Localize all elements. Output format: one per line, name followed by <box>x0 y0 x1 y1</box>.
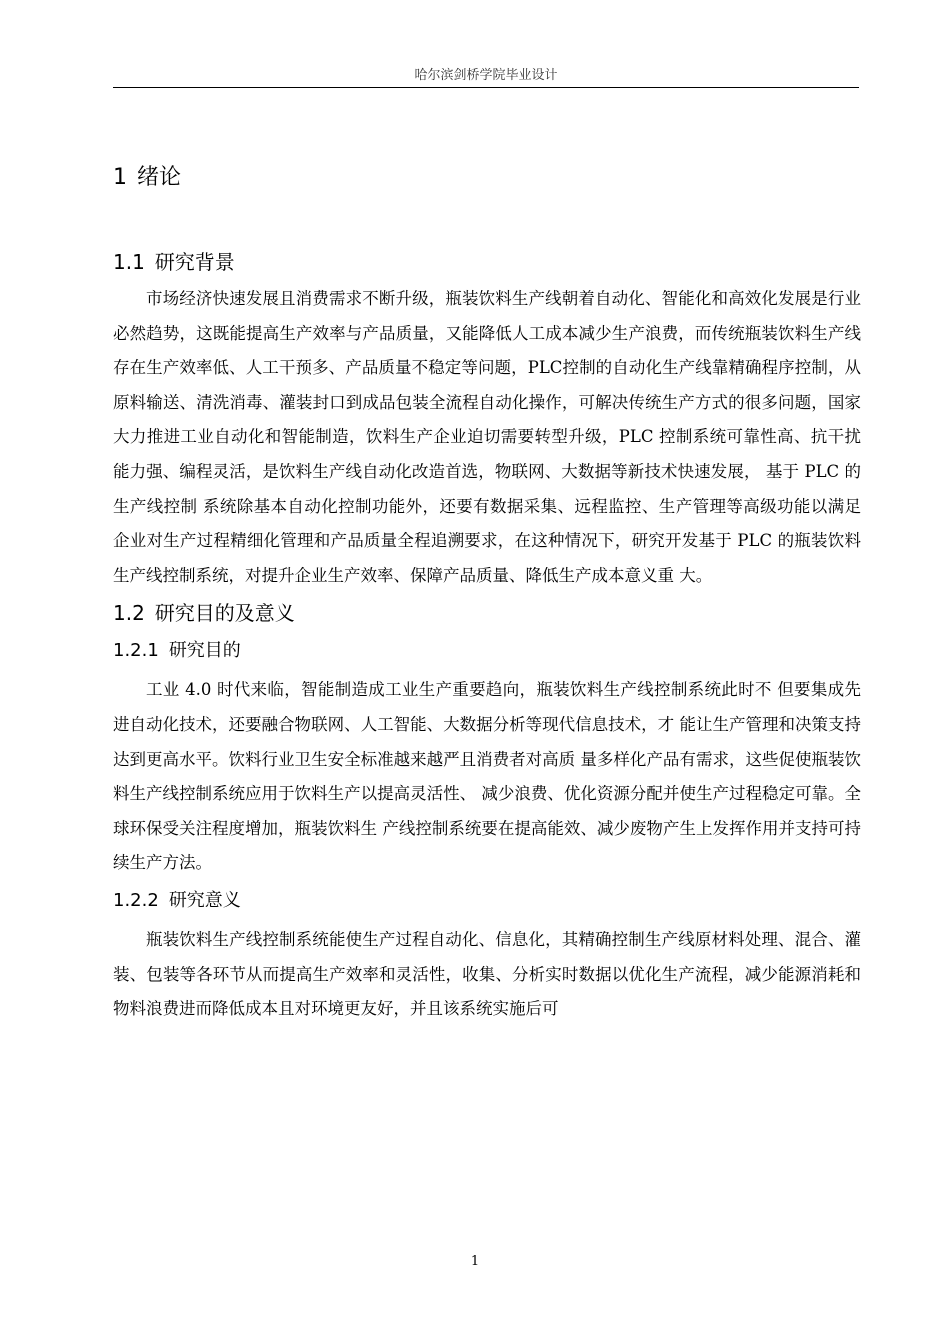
page-content <box>113 158 861 1027</box>
subsection-number: 1.2.1 <box>113 640 159 662</box>
subsection-title: 研究意义 <box>168 889 241 911</box>
page-number: 1 <box>470 1254 480 1269</box>
section-number: 1.2 <box>113 601 145 626</box>
subsection-heading-1-2-1 <box>113 633 861 669</box>
chapter-number: 1 <box>113 165 127 190</box>
subsection-title: 研究目的 <box>168 640 241 662</box>
paragraph-research-purpose: 工业 4.0 时代来临，智能制造成工业生产重要趋向，瓶装饮料生产线控制系统此时不 但要集成先进自动化技术，还要融合物联网、人工智能、大数据分析等现代信息技术，才 能让生产管理和决策支持达到更高水平。饮料行业卫生安全标准越来越严且消费者对高质 量多样化产品有需求，这些促使瓶装饮料生产线控制系统应用于饮料生产以提高灵活性、 减少浪费、优化资源分配并使生产过程稳定可靠。全球环保受关注程度增加，瓶装饮料生 产线控制系统要在提高能效、减少废物产生上发挥作用并支持可持续生产方法。 <box>113 680 861 873</box>
section-heading-1-2 <box>113 593 861 633</box>
section-heading-1-1 <box>113 242 861 282</box>
paragraph-research-significance: 瓶装饮料生产线控制系统能使生产过程自动化、信息化，其精确控制生产线原材料处理、混合、灌装、包装等各环节从而提高生产效率和灵活性，收集、分析实时数据以优化生产流程，减少能源消耗和物料浪费进而降低成本且对环境更友好，并且该系统实施后可 <box>113 929 861 1019</box>
subsection-heading-1-2-2 <box>113 883 861 919</box>
subsection-number: 1.2.2 <box>113 889 159 911</box>
section-number: 1.1 <box>113 250 145 274</box>
section-title: 研究目的及意义 <box>154 601 295 626</box>
chapter-heading <box>113 158 861 198</box>
chapter-title: 绪论 <box>137 165 182 190</box>
header-divider <box>113 87 859 88</box>
paragraph-research-background: 市场经济快速发展且消费需求不断升级，瓶装饮料生产线朝着自动化、智能化和高效化发展是行业必然趋势，这既能提高生产效率与产品质量，又能降低人工成本减少生产浪费，而传统瓶装饮料生产线存在生产效率低、人工干预多、产品质量不稳定等问题，PLC控制的自动化生产线靠精确程序控制，从原料输送、清洗消毒、灌装封口到成品包装全流程自动化操作，可解决传统生产方式的很多问题，国家大力推进工业自动化和智能制造，饮料生产企业迫切需要转型升级，PLC 控制系统可靠性高、抗干扰能力强、编程灵活，是饮料生产线自动化改造首选，物联网、大数据等新技术快速发展， 基于 PLC 的生产线控制 系统除基本自动化控制功能外，还要有数据采集、远程监控、生产管理等高级功能以满足 企业对生产过程精细化管理和产品质量全程追溯要求，在这种情况下，研究开发基于 PLC 的瓶装饮料生产线控制系统，对提升企业生产效率、保障产品质量、降低生产成本意义重 大。 <box>113 289 861 585</box>
section-title: 研究背景 <box>154 250 235 274</box>
page-header: 哈尔滨剑桥学院毕业设计 <box>414 68 558 83</box>
